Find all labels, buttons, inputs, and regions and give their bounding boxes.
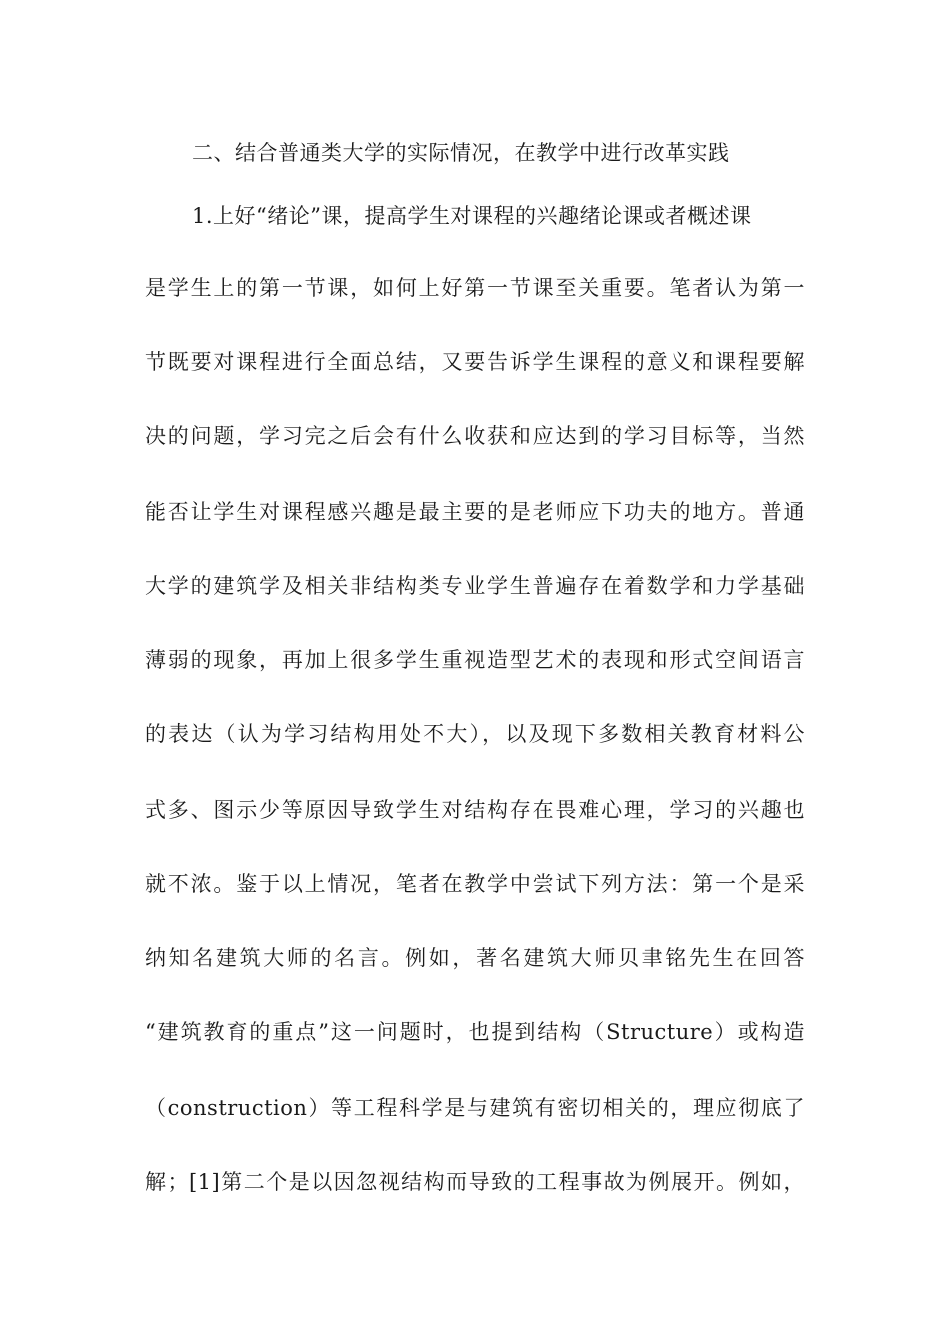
- paragraph-line-6: 大学的建筑学及相关非结构类专业学生普遍存在着数学和力学基础: [145, 574, 805, 598]
- paragraph-line-1: 1.上好“绪论”课，提高学生对课程的兴趣绪论课或者概述课: [192, 204, 752, 228]
- paragraph-line-13: （construction）等工程科学是与建筑有密切相关的，理应彻底了: [145, 1096, 805, 1120]
- paragraph-line-14: 解；[1]第二个是以因忽视结构而导致的工程事故为例展开。例如，: [145, 1170, 805, 1194]
- paragraph-line-4: 决的问题，学习完之后会有什么收获和应达到的学习目标等，当然: [145, 424, 805, 448]
- section-heading: 二、结合普通类大学的实际情况，在教学中进行改革实践: [192, 141, 730, 165]
- paragraph-line-2: 是学生上的第一节课，如何上好第一节课至关重要。笔者认为第一: [145, 276, 805, 300]
- paragraph-line-10: 就不浓。鉴于以上情况，笔者在教学中尝试下列方法：第一个是采: [145, 872, 805, 896]
- paragraph-line-7: 薄弱的现象，再加上很多学生重视造型艺术的表现和形式空间语言: [145, 648, 805, 672]
- paragraph-line-8: 的表达（认为学习结构用处不大），以及现下多数相关教育材料公: [145, 722, 805, 746]
- paragraph-line-12: “建筑教育的重点”这一问题时，也提到结构（Structure）或构造: [145, 1020, 805, 1044]
- paragraph-line-11: 纳知名建筑大师的名言。例如，著名建筑大师贝聿铭先生在回答: [145, 946, 805, 970]
- paragraph-line-9: 式多、图示少等原因导致学生对结构存在畏难心理，学习的兴趣也: [145, 798, 805, 822]
- paragraph-line-3: 节既要对课程进行全面总结，又要告诉学生课程的意义和课程要解: [145, 350, 805, 374]
- paragraph-line-5: 能否让学生对课程感兴趣是最主要的是老师应下功夫的地方。普通: [145, 500, 805, 524]
